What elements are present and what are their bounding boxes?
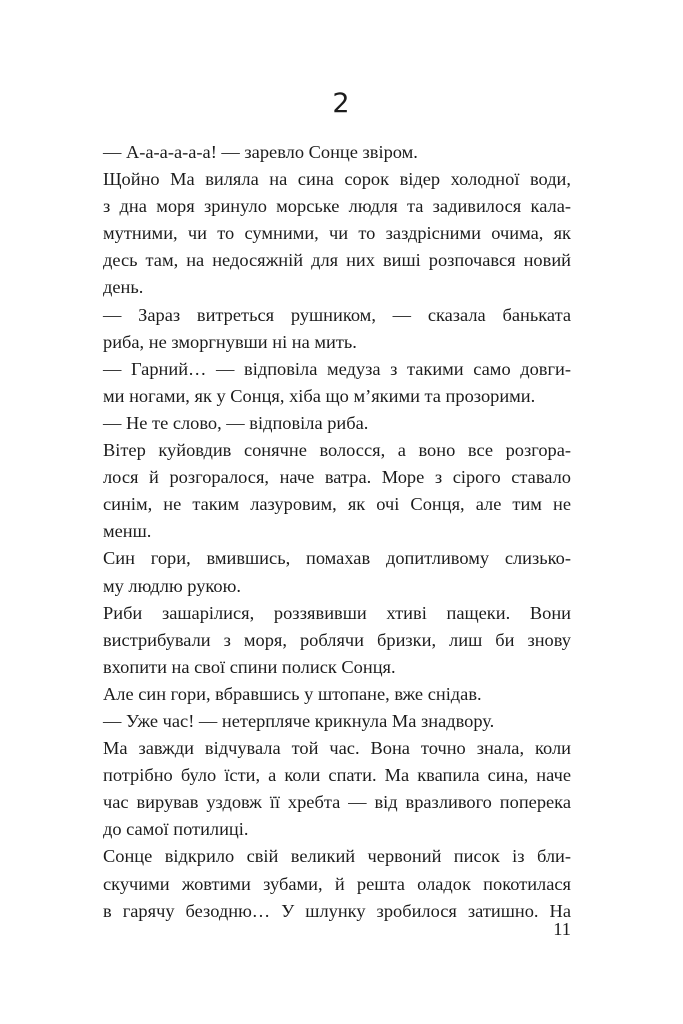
text-line: лося й розгоралося, наче ватра. Море з сірого ставало	[103, 467, 571, 488]
text-line: вхопити на свої спини полиск Сонця.	[103, 656, 396, 677]
text-line: в гарячу безодню… У шлунку зробилося затишно. На	[103, 900, 571, 921]
text-line: день.	[103, 277, 144, 298]
text-line: риба, не зморгнувши ні на мить.	[103, 331, 357, 352]
page-number: 11	[553, 919, 571, 939]
text-line: Щойно Ма виляла на сина сорок відер холодної води,	[103, 169, 571, 190]
chapter-number: 2	[332, 88, 351, 119]
text-line: час вирував уздовж її хребта — від вразливого поперека	[103, 792, 571, 813]
text-line: ми ногами, як у Сонця, хіба що м’якими та прозорими.	[103, 385, 536, 406]
text-line: Але син гори, вбравшись у штопане, вже снідав.	[103, 683, 482, 704]
text-line: Син гори, вмившись, помахав допитливому слизько-	[103, 548, 571, 569]
text-line: Риби зашарілися, роззявивши хтиві пащеки. Вони	[103, 602, 571, 623]
text-line: до самої потилиці.	[103, 819, 249, 840]
body-text	[103, 139, 571, 925]
text-line: Вітер куйовдив сонячне волосся, а воно все розгора-	[103, 440, 571, 461]
text-line: потрібно було їсти, а коли спати. Ма квапила сина, наче	[103, 765, 571, 786]
text-line: — А-а-а-а-а-а! — заревло Сонце звіром.	[103, 142, 418, 162]
text-line: синім, не таким лазуровим, як очі Сонця, але тим не	[103, 494, 571, 515]
text-line: скучими жовтими зубами, й решта оладок покотилася	[103, 873, 571, 894]
text-line: — Не те слово, — відповіла риба.	[103, 412, 369, 433]
text-line: мутними, чи то сумними, чи то заздрісними очима, як	[103, 223, 571, 244]
text-line: менш.	[103, 521, 152, 542]
text-line: вистрибували з моря, роблячи бризки, лиш би знову	[103, 629, 571, 650]
text-line: — Гарний… — відповіла медуза з такими само довги-	[103, 358, 571, 379]
text-line: — Зараз витреться рушником, — сказала баньката	[103, 304, 571, 325]
text-line: десь там, на недосяжній для них виші розпочався новий	[103, 250, 571, 271]
text-line: з дна моря зринуло морське людля та задивилося кала-	[103, 196, 571, 217]
text-line: Ма завжди відчувала той час. Вона точно знала, коли	[103, 738, 571, 759]
text-line: — Уже час! — нетерпляче крикнула Ма знадвору.	[103, 710, 495, 731]
text-line: Сонце відкрило свій великий червоний писок із бли-	[103, 846, 571, 867]
text-line: му людлю рукою.	[103, 575, 241, 596]
